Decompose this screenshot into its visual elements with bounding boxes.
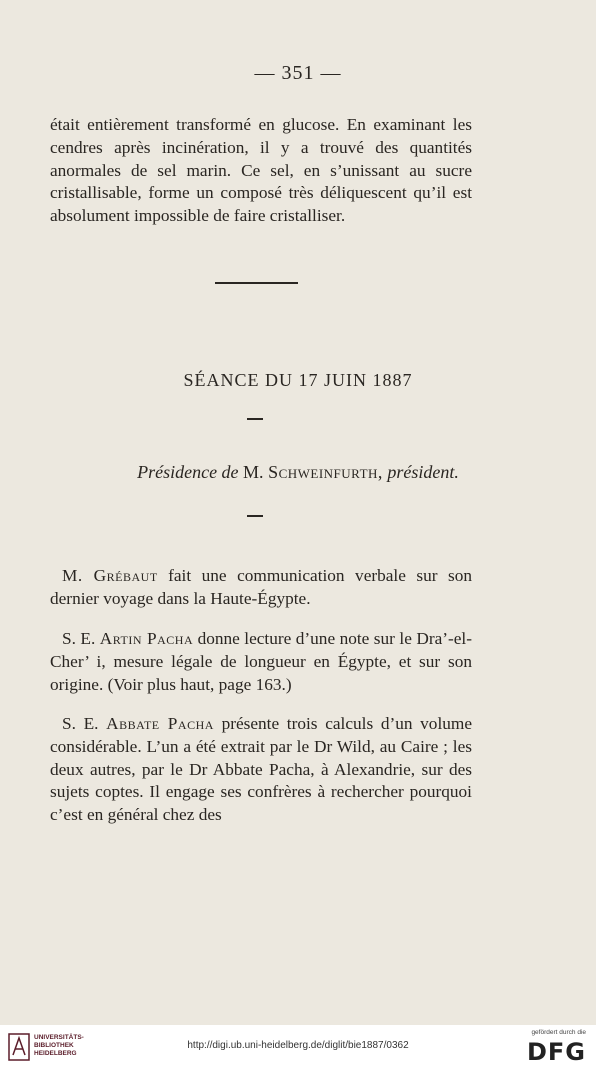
paragraph-glucose: était entièrement transformé en glucose. En examinant les cendres après incinération, il y a trouvé des quantités anormales de sel marin. Ce sel, en s’unissant au sucre cristallisable, forme un composé très déliquescent qu’il est absolument impossible de faire cristalliser. xyxy=(50,115,472,226)
presidency-initial: M. xyxy=(243,462,264,482)
presidency-suffix: président. xyxy=(387,462,459,482)
page-number: — 351 — xyxy=(254,62,342,84)
president-name: Schweinfurth, xyxy=(268,462,383,482)
presidency-dash xyxy=(247,515,263,517)
dfg-logo: DFG xyxy=(526,1038,586,1066)
paragraph-abbate-text: présente trois calculs d’un volume considérable. L’un a été extrait par le Dr Wild, au Caire ; les deux autres, par le Dr Abbate Pacha, à Alexandrie, sur des sujets coptes. Il engage ses confrères à rechercher pourquoi c’est en général chez des xyxy=(50,714,473,825)
paragraph-artin-prefix: S. E. xyxy=(62,629,100,648)
speaker-artin: Artin Pacha xyxy=(99,629,194,648)
permalink-url[interactable]: http://digi.ub.uni-heidelberg.de/diglit/bie1887/0362 xyxy=(187,1040,409,1051)
viewer-footer xyxy=(0,1025,596,1069)
paragraph-grebaut-text: fait une communication verbale sur son dernier voyage dans la Haute-Égypte. xyxy=(50,566,472,608)
speaker-abbate: Abbate Pacha xyxy=(106,714,214,733)
heading-dash xyxy=(247,418,263,420)
session-heading: SÉANCE DU 17 JUIN 1887 xyxy=(183,370,413,390)
library-line-1: UNIVERSITÄTS- xyxy=(34,1034,84,1041)
presidency-line xyxy=(0,462,596,483)
paragraph-grebaut xyxy=(50,565,472,611)
paragraph-artin-text: donne lecture d’une note sur le Dra’-el-Cher’ i, mesure légale de longueur en Égypte, et sur son origine. (Voir plus haut, page 163.) xyxy=(50,629,472,694)
library-line-2: BIBLIOTHEK xyxy=(34,1042,74,1049)
paragraph-artin xyxy=(50,628,472,696)
paragraph-abbate-prefix: S. E. xyxy=(62,714,107,733)
section-divider xyxy=(215,282,298,284)
presidency-prefix: Présidence de xyxy=(137,462,239,482)
speaker-grebaut: M. Grébaut xyxy=(62,566,158,585)
library-line-3: HEIDELBERG xyxy=(34,1050,77,1057)
paragraph-abbate xyxy=(50,713,472,827)
funded-by-label: gefördert durch die xyxy=(531,1029,586,1036)
